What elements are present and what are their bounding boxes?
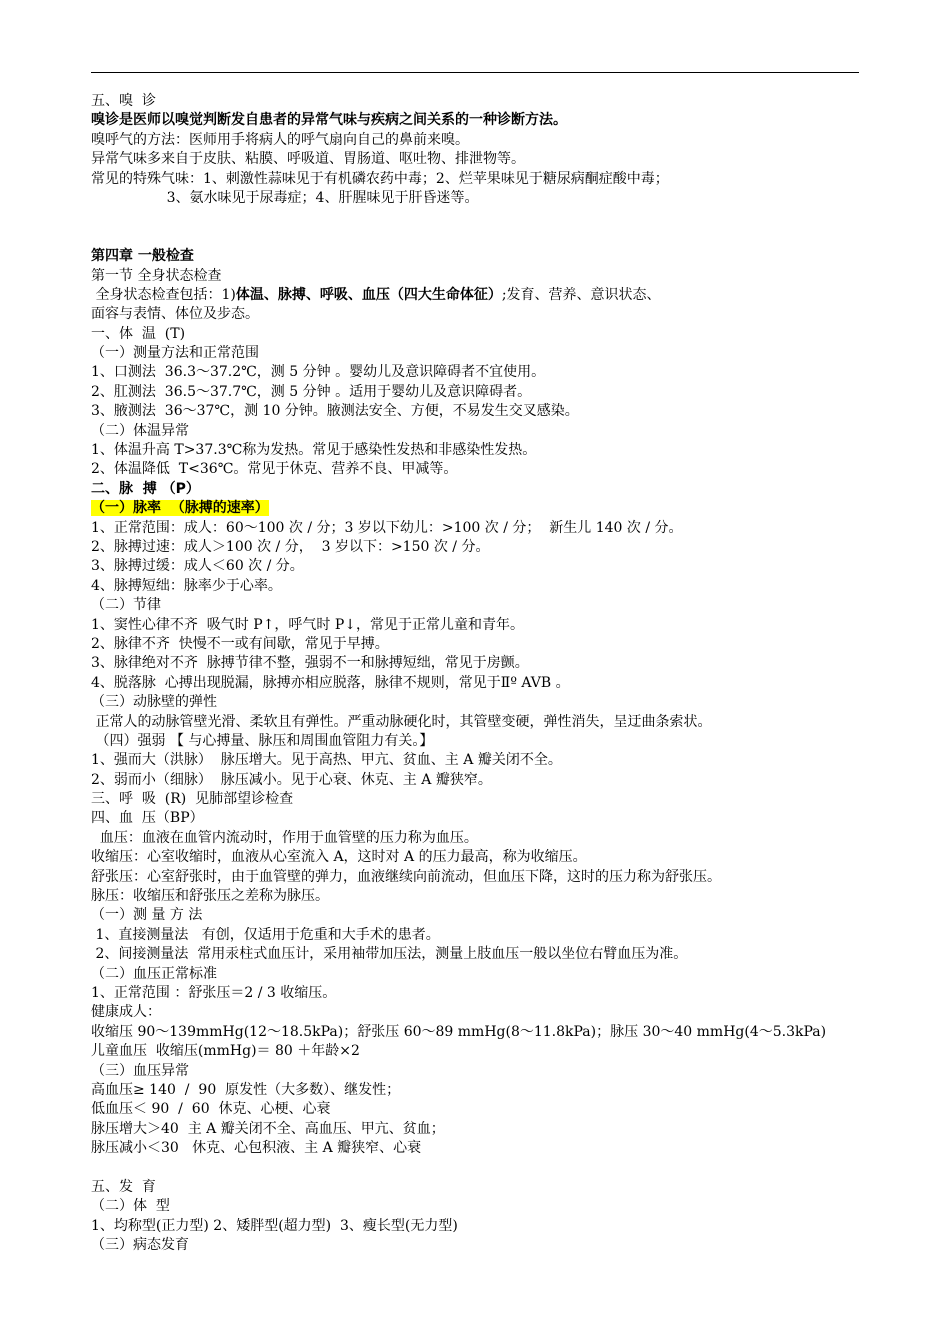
text-span: 3、腋测法 36～37℃，测 10 分钟。腋测法安全、方便，不易发生交叉感染。 bbox=[91, 403, 579, 420]
text-line bbox=[91, 965, 859, 984]
bold-text: 二、脉 搏 （P） bbox=[91, 480, 200, 497]
text-line bbox=[91, 771, 859, 790]
text-line bbox=[91, 325, 859, 344]
text-line bbox=[91, 790, 859, 809]
text-span: （一）测 量 方 法 bbox=[91, 907, 203, 924]
text-line bbox=[91, 557, 859, 576]
text-span: 1、正常范围：成人：60～100 次 / 分；3 岁以下幼儿：>100 次 / 分； 新生儿 140 次 / 分。 bbox=[91, 519, 683, 536]
header-rule bbox=[91, 72, 859, 73]
blank-line bbox=[91, 208, 859, 227]
text-span: 一、体 温 (T) bbox=[91, 325, 186, 342]
text-line bbox=[91, 1120, 859, 1139]
text-line bbox=[91, 286, 859, 305]
text-span: 四、血 压（BP） bbox=[91, 810, 204, 827]
text-line bbox=[91, 1042, 859, 1061]
text-span: 异常气味多来自于皮肤、粘膜、呼吸道、胃肠道、呕吐物、排泄物等。 bbox=[91, 151, 525, 168]
text-span: （四）强弱 【 与心搏量、脉压和周围血管阻力有关。】 bbox=[91, 732, 434, 749]
text-span: 收缩压 90～139mmHg(12～18.5kPa)；舒张压 60～89 mmHg(8～11.8kPa)；脉压 30～40 mmHg(4～5.3kPa) bbox=[91, 1023, 827, 1040]
text-line bbox=[91, 906, 859, 925]
text-line bbox=[91, 441, 859, 460]
text-line bbox=[91, 150, 859, 169]
section-smell-diagnosis bbox=[91, 92, 859, 208]
text-span: 1、直接测量法 有创，仅适用于危重和大手术的患者。 bbox=[91, 926, 440, 943]
text-line bbox=[91, 616, 859, 635]
text-line bbox=[91, 713, 859, 732]
text-span: 2、体温降低 T<36℃。常见于休克、营养不良、甲减等。 bbox=[91, 461, 458, 478]
text-line bbox=[91, 499, 859, 518]
text-line bbox=[91, 1139, 859, 1158]
text-line bbox=[91, 1236, 859, 1255]
text-span: （一）测量方法和正常范围 bbox=[91, 345, 259, 362]
text-line bbox=[91, 189, 859, 208]
text-span: 3、氨水味见于尿毒症；4、肝腥味见于肝昏迷等。 bbox=[91, 189, 479, 206]
text-line bbox=[91, 693, 859, 712]
text-span: 1、强而大（洪脉） 脉压增大。见于高热、甲亢、贫血、主 A 瓣关闭不全。 bbox=[91, 752, 562, 769]
text-span: 嗅呼气的方法：医师用手将病人的呼气扇向自己的鼻前来嗅。 bbox=[91, 131, 469, 148]
text-line bbox=[91, 809, 859, 828]
text-span: 全身状态检查包括：1) bbox=[91, 286, 236, 303]
document-page bbox=[91, 92, 859, 1255]
text-span: （二）血压正常标准 bbox=[91, 965, 217, 982]
text-span: 2、脉律不齐 快慢不一或有间歇，常见于早搏。 bbox=[91, 635, 389, 652]
text-line bbox=[91, 732, 859, 751]
section-development bbox=[91, 1178, 859, 1256]
text-line bbox=[91, 829, 859, 848]
text-line bbox=[91, 1003, 859, 1022]
blank-line bbox=[91, 228, 859, 247]
text-span: 常见的特殊气味：1、刺激性蒜味见于有机磷农药中毒；2、烂苹果味见于糖尿病酮症酸中毒； bbox=[91, 170, 669, 187]
text-line bbox=[91, 267, 859, 286]
text-span: 1、口测法 36.3～37.2℃，测 5 分钟 。婴幼儿及意识障碍者不宜使用。 bbox=[91, 364, 546, 381]
text-line bbox=[91, 383, 859, 402]
text-line bbox=[91, 111, 859, 130]
text-span: 2、间接测量法 常用汞柱式血压计，采用袖带加压法，测量上肢血压一般以坐位右臂血压为准。 bbox=[91, 946, 688, 963]
text-line bbox=[91, 460, 859, 479]
text-span: 1、均称型(正力型) 2、矮胖型(超力型) 3、瘦长型(无力型) bbox=[91, 1217, 458, 1234]
bold-text: 第四章 一般检查 bbox=[91, 248, 194, 265]
text-line bbox=[91, 92, 859, 111]
text-line bbox=[91, 422, 859, 441]
text-span: 第一节 全身状态检查 bbox=[91, 267, 222, 284]
text-line bbox=[91, 1062, 859, 1081]
text-line bbox=[91, 538, 859, 557]
text-line bbox=[91, 635, 859, 654]
text-span: 1、窦性心律不齐 吸气时 P↑，呼气时 P↓，常见于正常儿童和青年。 bbox=[91, 616, 525, 633]
text-line bbox=[91, 344, 859, 363]
text-line bbox=[91, 848, 859, 867]
text-line bbox=[91, 305, 859, 324]
text-span: 4、脱落脉 心搏出现脱漏，脉搏亦相应脱落，脉律不规则，常见于Ⅱº AVB 。 bbox=[91, 674, 570, 691]
text-line bbox=[91, 984, 859, 1003]
text-span: 血压：血液在血管内流动时，作用于血管壁的压力称为血压。 bbox=[91, 829, 478, 846]
text-line bbox=[91, 363, 859, 382]
text-span: （三）动脉壁的弹性 bbox=[91, 694, 217, 711]
text-line bbox=[91, 674, 859, 693]
text-line bbox=[91, 868, 859, 887]
text-span: 2、肛测法 36.5～37.7℃，测 5 分钟 。适用于婴幼儿及意识障碍者。 bbox=[91, 383, 532, 400]
text-span: 2、脉搏过速：成人＞100 次 / 分， 3 岁以下：>150 次 / 分。 bbox=[91, 538, 490, 555]
text-span: 1、体温升高 T>37.3℃称为发热。常见于感染性发热和非感染性发热。 bbox=[91, 442, 537, 459]
text-span: 脉压：收缩压和舒张压之差称为脉压。 bbox=[91, 888, 329, 905]
text-line bbox=[91, 480, 859, 499]
text-line bbox=[91, 402, 859, 421]
text-line bbox=[91, 577, 859, 596]
bold-text: 体温、脉搏、呼吸、血压（四大生命体征） bbox=[235, 286, 502, 303]
blank-line bbox=[91, 1158, 859, 1177]
text-line bbox=[91, 751, 859, 770]
text-span: 儿童血压 收缩压(mmHg)＝ 80 ＋年龄×2 bbox=[91, 1043, 360, 1060]
text-span: 舒张压：心室舒张时，由于血管壁的弹力，血液继续向前流动，但血压下降，这时的压力称为舒张压。 bbox=[91, 868, 721, 885]
text-line bbox=[91, 131, 859, 150]
text-line bbox=[91, 596, 859, 615]
text-line bbox=[91, 1178, 859, 1197]
text-span: 高血压≥ 140 / 90 原发性（大多数）、继发性； bbox=[91, 1081, 401, 1098]
text-span: 面容与表情、体位及步态。 bbox=[91, 306, 259, 323]
text-line bbox=[91, 654, 859, 673]
text-span: （二）体 型 bbox=[91, 1198, 170, 1215]
text-line bbox=[91, 926, 859, 945]
text-span: 收缩压：心室收缩时，血液从心室流入 A，这时对 A 的压力最高，称为收缩压。 bbox=[91, 849, 587, 866]
text-span: 1、正常范围 ：舒张压＝2 / 3 收缩压。 bbox=[91, 984, 337, 1001]
text-span: 三、呼 吸 (R) 见肺部望诊检查 bbox=[91, 791, 294, 808]
text-span: 3、脉搏过缓：成人＜60 次 / 分。 bbox=[91, 558, 304, 575]
text-span: 脉压减小＜30 休克、心包积液、主 A 瓣狭窄、心衰 bbox=[91, 1140, 422, 1157]
text-span: 五、发 育 bbox=[91, 1178, 156, 1195]
text-span: 4、脉搏短绌：脉率少于心率。 bbox=[91, 577, 282, 594]
text-span: ;发育、营养、意识状态、 bbox=[501, 286, 661, 303]
text-span: （三）病态发育 bbox=[91, 1237, 189, 1254]
text-line bbox=[91, 945, 859, 964]
text-line bbox=[91, 1197, 859, 1216]
highlighted-heading: （一）脉率 （脉搏的速率） bbox=[91, 500, 269, 517]
text-span: 健康成人： bbox=[91, 1004, 161, 1021]
text-span: 五、嗅 诊 bbox=[91, 93, 156, 109]
text-line bbox=[91, 1081, 859, 1100]
text-line bbox=[91, 1100, 859, 1119]
text-span: 脉压增大＞40 主 A 瓣关闭不全、高血压、甲亢、贫血； bbox=[91, 1120, 445, 1137]
text-span: 低血压＜ 90 / 60 休克、心梗、心衰 bbox=[91, 1101, 331, 1118]
section-general-examination bbox=[91, 247, 859, 1158]
text-line bbox=[91, 1217, 859, 1236]
text-span: （二）体温异常 bbox=[91, 422, 189, 439]
text-span: （三）血压异常 bbox=[91, 1062, 189, 1079]
bold-text: 嗅诊是医师以嗅觉判断发自患者的异常气味与疾病之间关系的一种诊断方法。 bbox=[91, 112, 567, 129]
text-span: （二）节律 bbox=[91, 597, 161, 614]
text-span: 3、脉律绝对不齐 脉搏节律不整，强弱不一和脉搏短绌，常见于房颤。 bbox=[91, 655, 529, 672]
text-span: 正常人的动脉管壁光滑、柔软且有弹性。严重动脉硬化时，其管壁变硬，弹性消失，呈迂曲条索状。 bbox=[91, 713, 712, 730]
text-line bbox=[91, 887, 859, 906]
text-line bbox=[91, 1023, 859, 1042]
text-span: 2、弱而小（细脉） 脉压减小。见于心衰、休克、主 A 瓣狭窄。 bbox=[91, 771, 492, 788]
text-line bbox=[91, 519, 859, 538]
text-line bbox=[91, 247, 859, 266]
text-line bbox=[91, 170, 859, 189]
